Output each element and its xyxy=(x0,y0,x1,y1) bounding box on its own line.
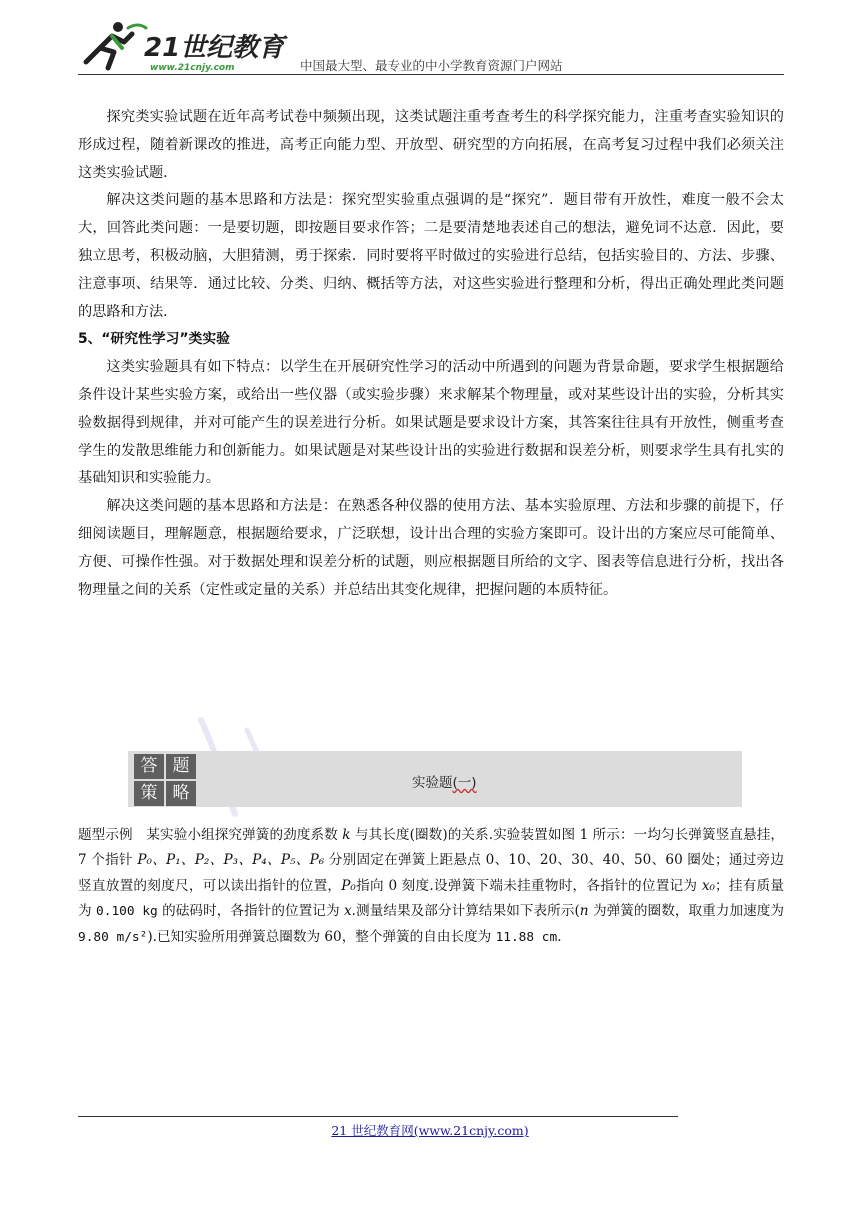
gravity-value: 9.80 m/s² xyxy=(78,929,148,945)
pointer-list: P₀、P₁、P₂、P₃、P₄、P₅、P₆ xyxy=(137,852,325,869)
logo-url-text: www.21cnjy.com xyxy=(150,63,235,73)
example-text: 指向 0 刻度.设弹簧下端未挂重物时，各指针的位置记为 xyxy=(355,877,702,894)
example-text: ).已知实验所用弹簧总圈数为 60，整个弹簧的自由长度为 xyxy=(147,928,496,945)
example-text: .测量结果及部分计算结果如下表所示( xyxy=(351,903,580,920)
banner-title-main: 实验题 xyxy=(412,775,453,791)
paragraph-intro: 探究类实验试题在近年高考试卷中频频出现，这类试题注重考查考生的科学探究能力，注重考查实验知识的形成过程，随着新课改的推进，高考正向能力型、开放型、研究型的方向拓展，在高考复习过程中我们必须关注这类实验试题. xyxy=(78,109,784,181)
answer-strategy-banner xyxy=(128,751,742,807)
runner-icon xyxy=(86,22,146,68)
paragraph-approach: 解决这类问题的基本思路和方法是：在熟悉各种仪器的使用方法、基本实验原理、方法和步骤的前提下，仔细阅读题目，理解题意，根据题给要求，广泛联想，设计出合理的实验方案即可。设计出的方案应尽可能简单、方便、可操作性强。对于数据处理和误差分析的试题，则应根据题目所给的文字、图表等信息进行分析，找出各物理量之间的关系（定性或定量的关系）并总结出其变化规律，把握问题的本质特征。 xyxy=(78,498,784,598)
header-divider xyxy=(78,74,784,75)
page-header xyxy=(78,18,784,76)
banner-title-number: (一) xyxy=(452,775,477,791)
site-logo xyxy=(78,18,288,74)
var-x0: x₀ xyxy=(701,877,715,894)
example-text: 某实验小组探究弹簧的劲度系数 xyxy=(132,827,343,843)
tile-da: 答 xyxy=(134,754,164,779)
banner-title xyxy=(412,771,477,791)
main-content xyxy=(78,104,784,604)
length-value: 11.88 cm xyxy=(495,929,558,945)
tile-lue: 略 xyxy=(166,781,196,806)
section-heading-5: 5、“研究性学习”类实验 xyxy=(78,331,230,348)
tile-ce: 策 xyxy=(134,781,164,806)
example-text: ；挂有质量为 xyxy=(78,877,785,920)
example-text: 与其长度(圈数)的关系.实验装置如图 1 所示：一均匀长弹簧竖直悬挂，7 个指针 xyxy=(78,827,784,869)
tile-ti: 题 xyxy=(166,754,196,779)
logo-wordmark: 21世纪教育 xyxy=(144,33,285,63)
example-text: 分别固定在弹簧上距悬点 0、10、20、30、40、50、60 圈处；通过旁边竖直放置的刻度尺，可以读出指针的位置， xyxy=(78,852,785,894)
var-k: k xyxy=(342,827,351,843)
header-tagline: 中国最大型、最专业的中小学教育资源门户网站 xyxy=(300,58,563,73)
example-text: 的砝码时，各指针的位置记为 xyxy=(157,903,344,920)
paragraph-features: 这类实验题具有如下特点：以学生在开展研究性学习的活动中所遇到的问题为背景命题，要求学生根据题给条件设计某些实验方案，或给出一些仪器（或实验步骤）来求解某个物理量，或对某些设计出的实验，分析其实验数据得到规律，并对可能产生的误差进行分析。如果试题是要求设计方案，其答案往往具有开放性，侧重考查学生的发散思维能力和创新能力。如果试题是对某些设计出的实验进行数据和误差分析，则要求学生具有扎实的基础知识和实验能力。 xyxy=(78,359,784,487)
paragraph-method: 解决这类问题的基本思路和方法是：探究型实验重点强调的是“探究”．题目带有开放性，难度一般不会太大，回答此类问题：一是要切题，即按题目要求作答；二是要清楚地表述自己的想法，避免词不达意．因此，要独立思考，积极动脑，大胆猜测，勇于探索．同时要将平时做过的实验进行总结，包括实验目的、方法、步骤、注意事项、结果等．通过比较、分类、归纳、概括等方法，对这些实验进行整理和分析，得出正确处理此类问题的思路和方法. xyxy=(78,192,784,320)
example-problem xyxy=(78,823,784,950)
example-label: 题型示例 xyxy=(78,827,133,843)
var-p0: P₀ xyxy=(341,877,356,894)
mass-value: 0.100 kg xyxy=(96,904,158,920)
var-x: x xyxy=(344,903,352,920)
var-n: n xyxy=(579,903,589,920)
footer-site-link[interactable]: 21 世纪教育网(www.21cnjy.com) xyxy=(331,1123,529,1138)
example-text: . xyxy=(557,928,562,945)
example-text: 为弹簧的圈数，取重力加速度为 xyxy=(588,903,785,920)
footer-divider xyxy=(78,1116,678,1117)
